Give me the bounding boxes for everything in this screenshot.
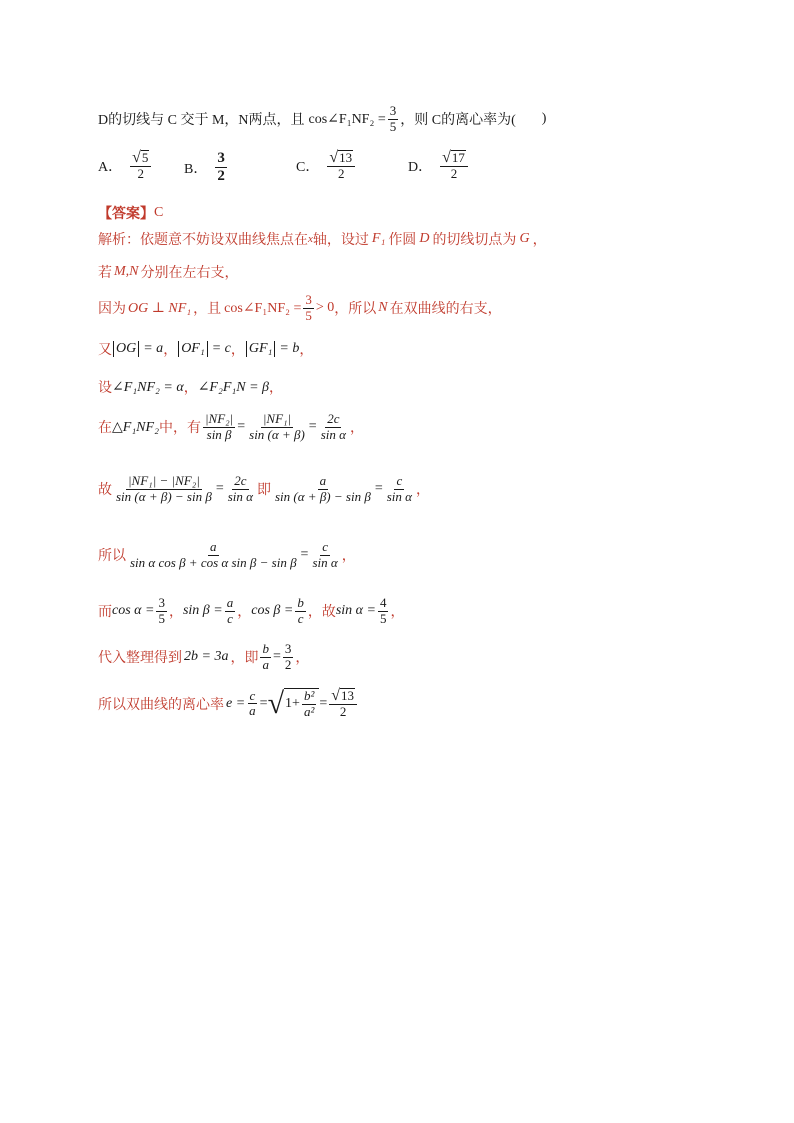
question-cos: cos∠F₁NF₂ = bbox=[308, 111, 386, 127]
solution-line-2: 若 M,N 分别在左右支， bbox=[98, 264, 239, 281]
option-b[interactable]: B． $\frac{3}{2}$ bbox=[184, 150, 225, 185]
sqrt-expression: √ 1+ $\frac{\text{b²}}{\text{a²}}$ bbox=[268, 688, 320, 720]
question-close-paren: ) bbox=[541, 111, 547, 127]
question-line bbox=[98, 104, 546, 135]
solution-line-11: 所以双曲线的离心率 e = $\frac{c}{a}$ = √ 1+ $\frac{\text{b²}}{\text{a²}}$ = √ 13 2 bbox=[98, 688, 359, 720]
solution-line-10: 代入整理得到 2b = 3a ，即 $\frac{b}{a}$ = $\frac{3}{2}$ ， bbox=[98, 641, 310, 672]
answer-line bbox=[98, 203, 163, 223]
solution-line-3: 因为 OG ⊥ NF₁ ，且 cos∠F₁NF₂ = $\frac{3}{5}$ > 0 ，所以 N 在双曲线的右支， bbox=[98, 292, 502, 323]
solution-line-1: 解析：依题意不妨设双曲线焦点在 x 轴，设过 F₁ 作圆 D 的切线切点为 G ， bbox=[98, 231, 547, 248]
answer-value: C bbox=[154, 205, 164, 220]
question-fraction: $\frac{3}{5}$ bbox=[389, 103, 397, 134]
answer-tag: 【答案】 bbox=[98, 207, 154, 222]
option-d[interactable]: D． √ 17 2 bbox=[408, 150, 470, 182]
solution-line-4: 又 OG = a ， OF₁ = c ， GF₁ = b ， bbox=[98, 341, 314, 358]
question-end: ，则 C的离心率为( bbox=[400, 113, 516, 129]
option-a[interactable]: A． √ 5 2 bbox=[98, 150, 153, 182]
question-start: D的切线与 C 交于 M，N两点，且 bbox=[98, 113, 305, 129]
solution-line-5: 设 ∠F₁NF₂ = α ， ∠F₂F₁N = β ， bbox=[98, 379, 284, 396]
solution-line-8: 所以 $\frac{a}{\text{sin α cos β + cos α sin β − sin β}}$ = $\frac{c}{\text{sin α}}$ ， bbox=[98, 539, 356, 570]
solution-line-7: 故 $\frac{\text{|NF₁| − |NF₂|}}{\text{sin (α + β) − sin β}}$ = $\frac{2c}{\text{sin α}}$ 即 $\frac{a}{\text{sin (α + β) − sin β}}$ = $\frac{c}{\text{sin α}}$ ， bbox=[98, 473, 430, 504]
solution-line-6: 在 △F₁NF₂ 中，有 $\frac{\text{|NF₂|}}{\text{sin β}}$ = $\frac{\text{|NF₁|}}{\sin (\alpha + \beta)}$ = $\frac{2c}{\text{sin α}}$ ， bbox=[98, 411, 364, 442]
option-c[interactable]: C． √ 13 2 bbox=[296, 150, 357, 182]
solution-line-9: 而 cos α = $\frac{3}{5}$ ， sin β = $\frac{a}{c}$ ， cos β = $\frac{b}{c}$ ，故 sin α = $\frac{4}{5}$ ， bbox=[98, 595, 405, 626]
